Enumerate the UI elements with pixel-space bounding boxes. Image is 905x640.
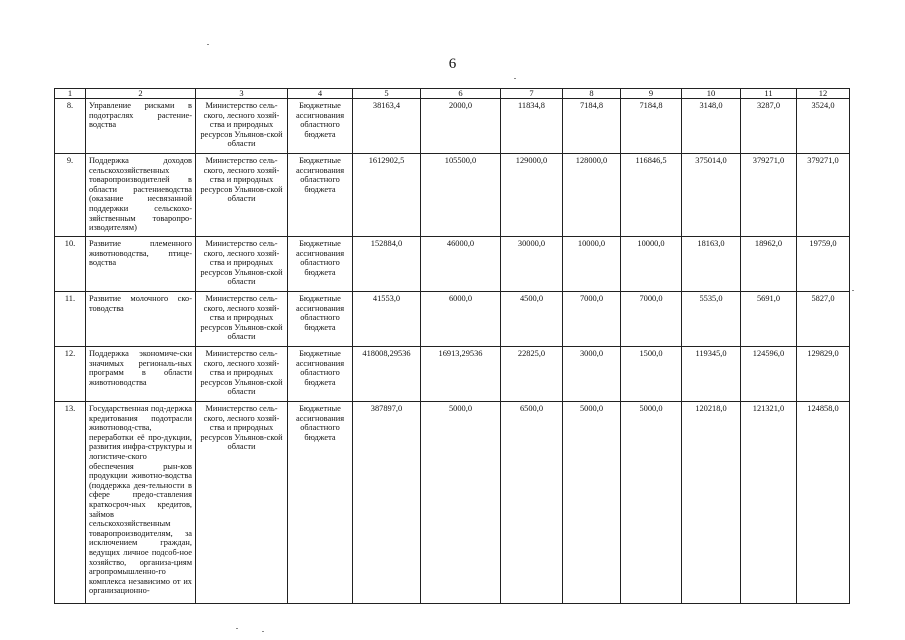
scan-speck (262, 631, 264, 632)
scan-speck (852, 290, 854, 291)
column-number: 11 (741, 89, 797, 99)
amount-cell: 19759,0 (797, 237, 850, 292)
amount-cell: 3000,0 (563, 347, 621, 402)
measure-name: Поддержка доходов сельскохозяйственных товаропроизводителей в области растениеводства (оказание несвязанной поддержки сельскохо-зяйственным товаропро-изводителям) (86, 154, 196, 237)
amount-cell: 18962,0 (741, 237, 797, 292)
scan-speck (207, 44, 209, 45)
column-number: 5 (353, 89, 421, 99)
amount-cell: 16913,29536 (421, 347, 501, 402)
column-number: 10 (682, 89, 741, 99)
row-number: 12. (55, 347, 86, 402)
amount-total: 418008,29536 (353, 347, 421, 402)
column-number: 2 (86, 89, 196, 99)
amount-cell: 129829,0 (797, 347, 850, 402)
amount-cell: 7000,0 (621, 292, 682, 347)
column-number-row (55, 89, 850, 99)
funding-source: Бюджетные ассигнования областного бюджета (288, 99, 353, 154)
amount-cell: 7184,8 (563, 99, 621, 154)
row-number: 10. (55, 237, 86, 292)
table-row (55, 347, 850, 402)
funding-source: Бюджетные ассигнования областного бюджета (288, 347, 353, 402)
amount-cell: 7000,0 (563, 292, 621, 347)
table-row (55, 237, 850, 292)
column-number: 6 (421, 89, 501, 99)
table-row (55, 154, 850, 237)
amount-cell: 30000,0 (501, 237, 563, 292)
table-row (55, 402, 850, 604)
amount-cell: 375014,0 (682, 154, 741, 237)
row-number: 9. (55, 154, 86, 237)
measure-name: Развитие племенного животноводства, птице-водства (86, 237, 196, 292)
column-number: 4 (288, 89, 353, 99)
executor: Министерство сель-ского, лесного хозяй-ства и природных ресурсов Ульянов-ской области (196, 347, 288, 402)
executor: Министерство сель-ского, лесного хозяй-ства и природных ресурсов Ульянов-ской области (196, 237, 288, 292)
amount-cell: 129000,0 (501, 154, 563, 237)
amount-cell: 5535,0 (682, 292, 741, 347)
amount-cell: 46000,0 (421, 237, 501, 292)
row-number: 11. (55, 292, 86, 347)
executor: Министерство сель-ского, лесного хозяй-ства и природных ресурсов Ульянов-ской области (196, 154, 288, 237)
amount-total: 152884,0 (353, 237, 421, 292)
amount-cell: 379271,0 (741, 154, 797, 237)
measure-name: Управление рисками в подотраслях растение-водства (86, 99, 196, 154)
amount-cell: 5691,0 (741, 292, 797, 347)
scan-speck (236, 628, 238, 629)
amount-cell: 128000,0 (563, 154, 621, 237)
amount-total: 41553,0 (353, 292, 421, 347)
amount-cell: 5000,0 (563, 402, 621, 604)
amount-total: 1612902,5 (353, 154, 421, 237)
column-number: 12 (797, 89, 850, 99)
amount-cell: 379271,0 (797, 154, 850, 237)
amount-cell: 1500,0 (621, 347, 682, 402)
executor: Министерство сель-ского, лесного хозяй-ства и природных ресурсов Ульянов-ской области (196, 99, 288, 154)
amount-cell: 22825,0 (501, 347, 563, 402)
row-number: 13. (55, 402, 86, 604)
amount-cell: 7184,8 (621, 99, 682, 154)
budget-table (54, 88, 850, 604)
amount-cell: 10000,0 (621, 237, 682, 292)
funding-source: Бюджетные ассигнования областного бюджета (288, 402, 353, 604)
amount-cell: 124596,0 (741, 347, 797, 402)
executor: Министерство сель-ского, лесного хозяй-ства и природных ресурсов Ульянов-ской области (196, 402, 288, 604)
amount-cell: 5827,0 (797, 292, 850, 347)
amount-cell: 119345,0 (682, 347, 741, 402)
amount-cell: 121321,0 (741, 402, 797, 604)
amount-cell: 116846,5 (621, 154, 682, 237)
page-number: 6 (448, 56, 457, 72)
funding-source: Бюджетные ассигнования областного бюджета (288, 292, 353, 347)
amount-cell: 105500,0 (421, 154, 501, 237)
scan-speck (514, 78, 516, 79)
table-row (55, 99, 850, 154)
amount-cell: 3524,0 (797, 99, 850, 154)
funding-source: Бюджетные ассигнования областного бюджета (288, 154, 353, 237)
column-number: 7 (501, 89, 563, 99)
amount-cell: 5000,0 (421, 402, 501, 604)
row-number: 8. (55, 99, 86, 154)
amount-cell: 6500,0 (501, 402, 563, 604)
amount-cell: 2000,0 (421, 99, 501, 154)
measure-name: Поддержка экономиче-ски значимых региональ-ных программ в области животноводства (86, 347, 196, 402)
amount-total: 38163,4 (353, 99, 421, 154)
amount-cell: 10000,0 (563, 237, 621, 292)
column-number: 1 (55, 89, 86, 99)
amount-total: 387897,0 (353, 402, 421, 604)
amount-cell: 11834,8 (501, 99, 563, 154)
amount-cell: 18163,0 (682, 237, 741, 292)
amount-cell: 6000,0 (421, 292, 501, 347)
executor: Министерство сель-ского, лесного хозяй-ства и природных ресурсов Ульянов-ской области (196, 292, 288, 347)
measure-name: Государственная под-держка кредитования подотрасли животновод-ства, переработки её про-дукции, развития инфра-структуры и логистиче-ского обеспечения рын-ков продукции животно-водства (поддержка дея-тельности в сфере предо-ставления краткосроч-ных кредитов, займов сельскохозяйственным товаропроизводителям, за исключением граждан, ведущих личное подсоб-ное хозяйство, организа-циям агропромышленно-го комплекса независимо от их организационно- (86, 402, 196, 604)
column-number: 9 (621, 89, 682, 99)
column-number: 8 (563, 89, 621, 99)
amount-cell: 4500,0 (501, 292, 563, 347)
funding-source: Бюджетные ассигнования областного бюджета (288, 237, 353, 292)
measure-name: Развитие молочного ско-товодства (86, 292, 196, 347)
amount-cell: 124858,0 (797, 402, 850, 604)
table-row (55, 292, 850, 347)
amount-cell: 5000,0 (621, 402, 682, 604)
amount-cell: 120218,0 (682, 402, 741, 604)
amount-cell: 3287,0 (741, 99, 797, 154)
amount-cell: 3148,0 (682, 99, 741, 154)
column-number: 3 (196, 89, 288, 99)
